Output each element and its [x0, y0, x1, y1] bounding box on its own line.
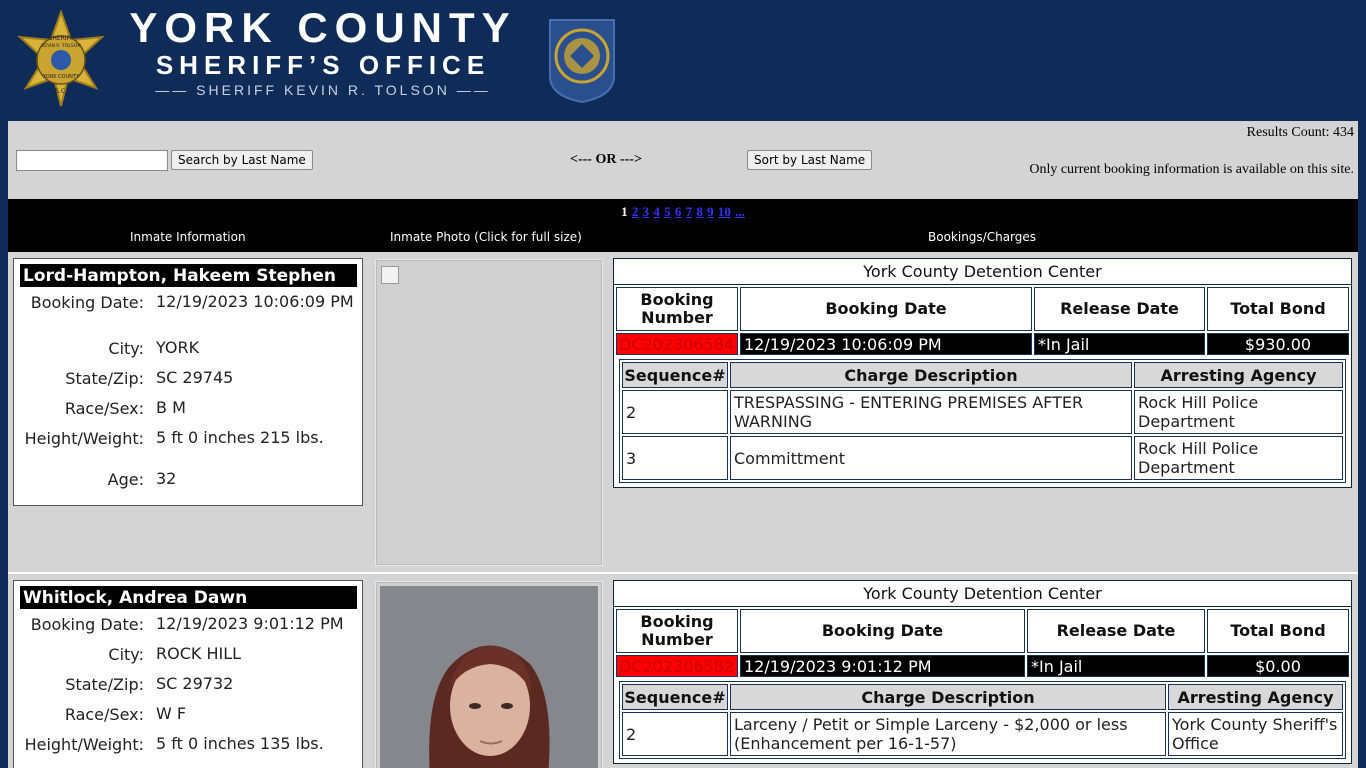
- results-count: Results Count: 434: [1246, 125, 1354, 140]
- charge-description-header: Charge Description: [730, 362, 1132, 388]
- charge-sequence: 2: [622, 390, 728, 434]
- state-zip-label: State/Zip:: [65, 675, 144, 694]
- charges-panel: [619, 681, 1346, 759]
- facility-name: York County Detention Center: [614, 259, 1351, 285]
- booking-table: [614, 285, 1351, 357]
- inmate-info-card: [13, 258, 363, 506]
- pager-link-9[interactable]: 9: [707, 204, 714, 219]
- pager-link-7[interactable]: 7: [685, 204, 693, 219]
- pagination: [8, 204, 1358, 220]
- charge-agency: Rock Hill Police Department: [1134, 436, 1343, 480]
- charge-description: Committment: [730, 436, 1132, 480]
- booking-date-cell: 12/19/2023 9:01:12 PM: [740, 655, 1025, 677]
- column-header-inmate-info: Inmate Information: [130, 230, 246, 244]
- charge-sequence: 3: [622, 436, 728, 480]
- pager-link-6[interactable]: 6: [674, 204, 682, 219]
- release-date-header: Release Date: [1034, 287, 1205, 331]
- sheriff-name: —— SHERIFF KEVIN R. TOLSON ——: [155, 82, 491, 98]
- state-zip-label: State/Zip:: [65, 369, 144, 388]
- sheriff-star-badge-icon: [16, 10, 106, 108]
- inmate-photo-link[interactable]: [375, 259, 603, 566]
- booking-panel: [613, 258, 1352, 488]
- sequence-header: Sequence#: [622, 362, 728, 388]
- booking-table: [614, 607, 1351, 679]
- charge-description: Larceny / Petit or Simple Larceny - $2,000 or less (Enhancement per 16-1-57): [730, 712, 1166, 756]
- total-bond-cell: $930.00: [1207, 333, 1349, 355]
- charge-sequence: 2: [622, 712, 728, 756]
- sequence-header: Sequence#: [622, 684, 728, 710]
- pager-link-4[interactable]: 4: [653, 204, 660, 219]
- height-weight-label: Height/Weight:: [24, 735, 144, 754]
- search-by-last-name-button[interactable]: Search by Last Name: [171, 150, 313, 170]
- booking-panel: [613, 580, 1352, 764]
- pager-link-3[interactable]: 3: [642, 204, 650, 219]
- booking-date-value: 12/19/2023 9:01:12 PM: [156, 614, 344, 633]
- age-label: Age:: [107, 470, 144, 489]
- pager-link-more[interactable]: ...: [735, 204, 745, 219]
- pager-link-10[interactable]: 10: [717, 204, 731, 219]
- pager-link-2[interactable]: 2: [631, 204, 639, 219]
- city-value: YORK: [156, 338, 200, 357]
- inmate-record: [8, 574, 1358, 768]
- badge-text-state: S.C.: [55, 88, 67, 95]
- badge-text-bottom: YORK COUNTY: [43, 74, 79, 80]
- charges-table: [620, 360, 1345, 482]
- charge-row: [622, 712, 1343, 756]
- state-seal-icon: [546, 16, 618, 104]
- pager-current-page: 1: [621, 204, 628, 219]
- state-zip-value: SC 29745: [156, 368, 234, 387]
- inmate-name: Whitlock, Andrea Dawn: [20, 586, 357, 609]
- inmate-record: [8, 252, 1358, 574]
- inmate-info-card: [13, 580, 363, 768]
- facility-name: York County Detention Center: [614, 581, 1351, 607]
- race-sex-label: Race/Sex:: [64, 399, 144, 418]
- broken-image-icon: [381, 266, 399, 284]
- total-bond-cell: $0.00: [1207, 655, 1349, 677]
- site-header: [0, 0, 1366, 121]
- booking-number-header: Booking Number: [616, 287, 738, 331]
- booking-notice: Only current booking information is available on this site.: [1029, 162, 1354, 177]
- site-subtitle: SHERIFF’S OFFICE: [155, 50, 491, 80]
- state-zip-value: SC 29732: [156, 674, 234, 693]
- city-label: City:: [108, 645, 144, 664]
- total-bond-header: Total Bond: [1207, 287, 1349, 331]
- arresting-agency-header: Arresting Agency: [1134, 362, 1343, 388]
- content-area: [8, 121, 1358, 768]
- race-sex-value: B M: [156, 398, 186, 417]
- charges-table: [620, 682, 1345, 758]
- total-bond-header: Total Bond: [1207, 609, 1349, 653]
- height-weight-value: 5 ft 0 inches 215 lbs.: [156, 428, 324, 447]
- arresting-agency-header: Arresting Agency: [1168, 684, 1343, 710]
- city-label: City:: [108, 339, 144, 358]
- column-header-inmate-photo: Inmate Photo (Click for full size): [390, 230, 582, 244]
- inmate-name: Lord-Hampton, Hakeem Stephen: [20, 264, 357, 287]
- inmate-mugshot: [380, 586, 598, 768]
- booking-date-label: Booking Date:: [30, 293, 144, 312]
- inmate-photo-link[interactable]: [375, 581, 603, 768]
- charge-description: TRESPASSING - ENTERING PREMISES AFTER WARNING: [730, 390, 1132, 434]
- results-header-bar: [8, 199, 1358, 252]
- mugshot-portrait-icon: [380, 586, 598, 768]
- charge-description-header: Charge Description: [730, 684, 1166, 710]
- height-weight-value: 5 ft 0 inches 135 lbs.: [156, 734, 324, 753]
- column-header-bookings: Bookings/Charges: [928, 230, 1037, 244]
- booking-date-header: Booking Date: [740, 609, 1025, 653]
- booking-date-header: Booking Date: [740, 287, 1032, 331]
- site-title: YORK COUNTY: [129, 4, 517, 51]
- booking-number-header: Booking Number: [616, 609, 738, 653]
- charge-row: [622, 436, 1343, 480]
- charges-panel: [619, 359, 1346, 483]
- sort-by-last-name-button[interactable]: Sort by Last Name: [747, 150, 872, 170]
- pager-link-5[interactable]: 5: [664, 204, 671, 219]
- age-value: 32: [156, 469, 177, 488]
- booking-date-label: Booking Date:: [30, 615, 144, 634]
- charge-agency: York County Sheriff's Office: [1168, 712, 1343, 756]
- height-weight-label: Height/Weight:: [24, 429, 144, 448]
- last-name-search-input[interactable]: [16, 150, 168, 171]
- or-separator: <--- OR --->: [570, 152, 642, 167]
- release-date-header: Release Date: [1027, 609, 1205, 653]
- badge-text-top: SHERIFF: [48, 35, 74, 42]
- booking-date-value: 12/19/2023 10:06:09 PM: [156, 292, 354, 311]
- charge-agency: Rock Hill Police Department: [1134, 390, 1343, 434]
- release-date-cell: *In Jail: [1034, 333, 1205, 355]
- badge-text-mid: KEVIN R. TOLSON: [41, 44, 81, 49]
- city-value: ROCK HILL: [156, 644, 242, 663]
- release-date-cell: *In Jail: [1027, 655, 1205, 677]
- booking-date-cell: 12/19/2023 10:06:09 PM: [740, 333, 1032, 355]
- race-sex-label: Race/Sex:: [64, 705, 144, 724]
- pager-link-8[interactable]: 8: [696, 204, 703, 219]
- search-toolbar: [8, 121, 1358, 199]
- race-sex-value: W F: [156, 704, 187, 723]
- booking-number-value: DC202306584: [616, 333, 738, 355]
- charge-row: [622, 390, 1343, 434]
- booking-number-value: DC202306582: [616, 655, 738, 677]
